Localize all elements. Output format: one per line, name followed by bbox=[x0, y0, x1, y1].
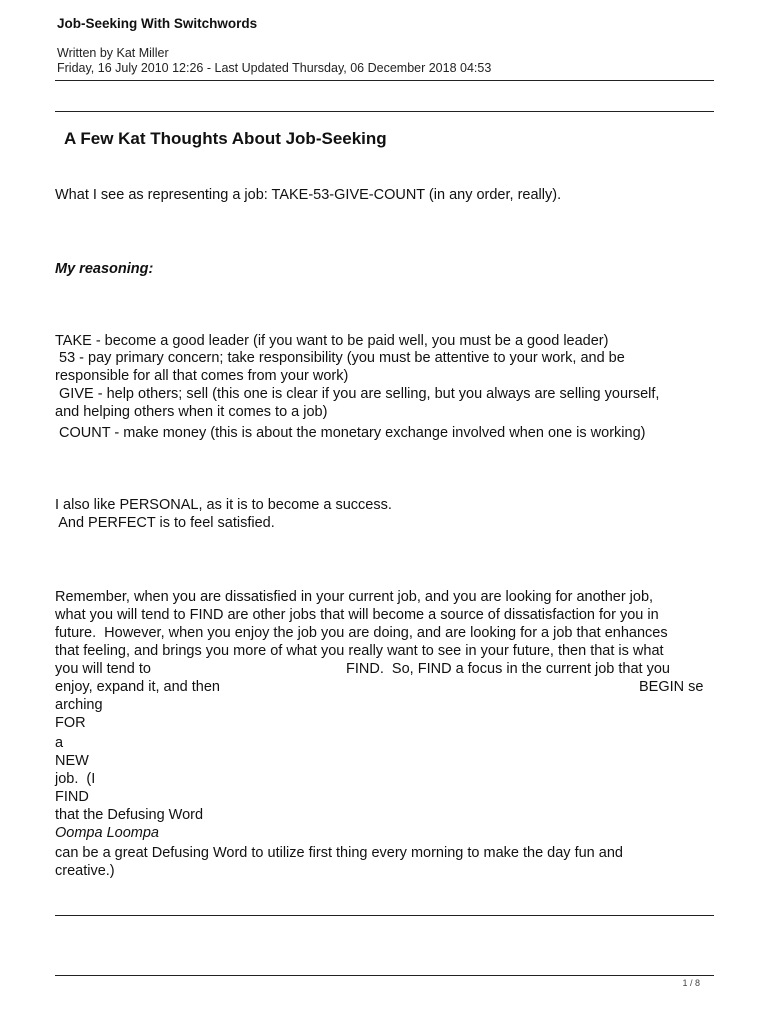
fragment-line: a bbox=[55, 735, 64, 751]
reasoning-line: GIVE - help others; sell (this one is clear if you are selling, but you always are selling yourself, bbox=[55, 386, 660, 402]
reasoning-line: 53 - pay primary concern; take responsibility (you must be attentive to your work, and be bbox=[55, 350, 625, 366]
reasoning-line: TAKE - become a good leader (if you want to be paid well, you must be a good leader) bbox=[55, 333, 609, 349]
article-title: A Few Kat Thoughts About Job-Seeking bbox=[64, 129, 387, 148]
reasoning-label: My reasoning: bbox=[55, 261, 154, 277]
reasoning-line: and helping others when it comes to a job) bbox=[55, 404, 328, 420]
remember-line: what you will tend to FIND are other jobs that will become a source of dissatisfaction for you in bbox=[55, 607, 659, 623]
fragment-line: NEW bbox=[55, 753, 89, 769]
article-top-divider bbox=[55, 111, 714, 112]
footer-divider bbox=[55, 975, 714, 976]
personal-line: I also like PERSONAL, as it is to become a success. bbox=[55, 497, 392, 513]
fragment-line: FIND bbox=[55, 789, 89, 805]
page-number: 1 / 8 bbox=[682, 978, 700, 988]
fragment-line: job. (I bbox=[55, 771, 96, 787]
reasoning-line: COUNT - make money (this is about the monetary exchange involved when one is working) bbox=[55, 425, 646, 441]
reasoning-line: responsible for all that comes from your work) bbox=[55, 368, 349, 384]
header-divider bbox=[55, 80, 714, 81]
remember-line-right: FIND. So, FIND a focus in the current job that you bbox=[346, 661, 670, 677]
italic-phrase: Oompa Loompa bbox=[55, 825, 159, 841]
fragment-line: arching bbox=[55, 697, 103, 713]
remember-line: that feeling, and brings you more of what you really want to see in your future, then that is what bbox=[55, 643, 664, 659]
fragment-line: FOR bbox=[55, 715, 86, 731]
remember-line: Remember, when you are dissatisfied in your current job, and you are looking for another job, bbox=[55, 589, 654, 605]
intro-paragraph: What I see as representing a job: TAKE-53-GIVE-COUNT (in any order, really). bbox=[55, 187, 562, 203]
article-bottom-divider bbox=[55, 915, 714, 916]
site-title: Job-Seeking With Switchwords bbox=[57, 16, 258, 31]
remember-line: future. However, when you enjoy the job you are doing, and are looking for a job that enhances bbox=[55, 625, 668, 641]
fragment-line: that the Defusing Word bbox=[55, 807, 204, 823]
remember-line-left: you will tend to bbox=[55, 661, 151, 677]
closing-line: creative.) bbox=[55, 863, 115, 879]
remember-line-right: BEGIN se bbox=[639, 679, 704, 695]
closing-line: can be a great Defusing Word to utilize first thing every morning to make the day fun and bbox=[55, 845, 623, 861]
date-line: Friday, 16 July 2010 12:26 - Last Updated Thursday, 06 December 2018 04:53 bbox=[57, 61, 492, 75]
remember-line-left: enjoy, expand it, and then bbox=[55, 679, 220, 695]
author-line: Written by Kat Miller bbox=[57, 46, 169, 60]
personal-line: And PERFECT is to feel satisfied. bbox=[55, 515, 275, 531]
